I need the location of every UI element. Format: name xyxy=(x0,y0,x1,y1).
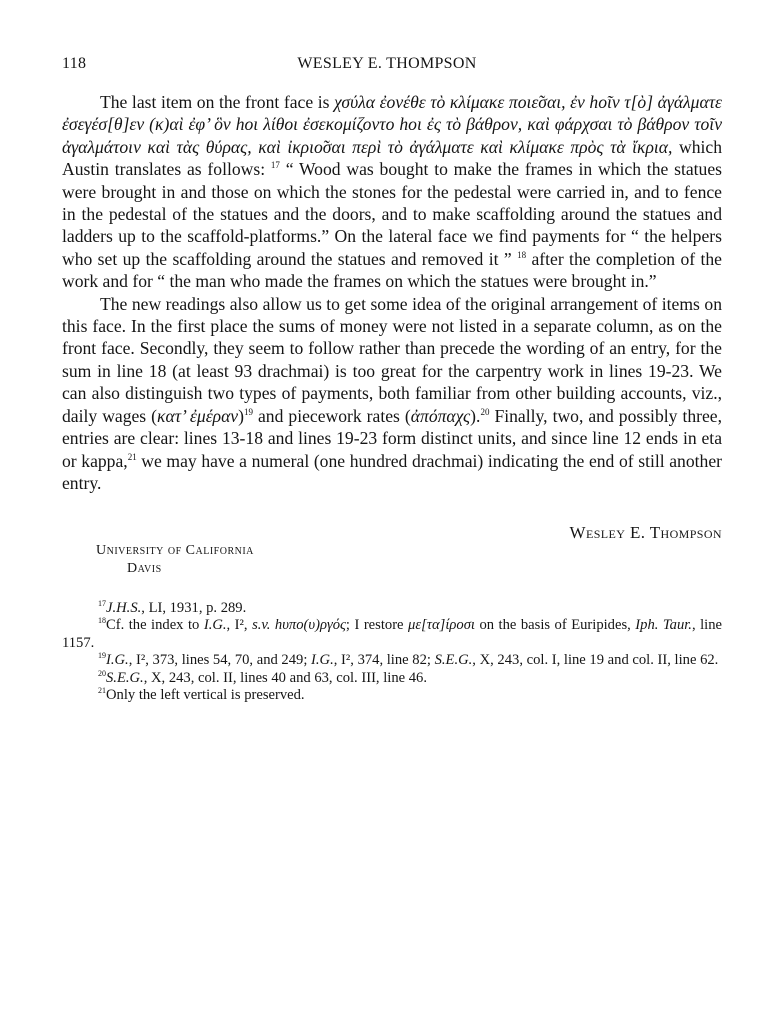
corpus-abbrev: S.E.G. xyxy=(434,652,473,669)
footnote-ref-19: 19 xyxy=(243,406,253,417)
footnote-number: 20 xyxy=(98,668,106,678)
footnote-18 xyxy=(62,617,722,652)
footnote-ref-18: 18 xyxy=(517,249,527,260)
footnote-19 xyxy=(62,652,722,669)
greek-piecework: ἀπόπαχς xyxy=(410,405,471,426)
corpus-abbrev: I.G. xyxy=(106,652,129,669)
footnote-text: , I², 374, line 82; xyxy=(333,652,435,669)
p1-text-1: The last item on the front face is xyxy=(100,92,335,112)
footnote-ref-17: 17 xyxy=(270,160,280,171)
author-signature: Wesley E. Thompson xyxy=(569,523,722,542)
corpus-abbrev: I.G. xyxy=(203,617,227,634)
footnote-ref-21: 21 xyxy=(127,451,137,462)
journal-abbrev: J.H.S. xyxy=(106,600,142,616)
corpus-abbrev: I.G. xyxy=(311,652,334,669)
footnote-text: Only the left vertical is preserved. xyxy=(106,687,305,704)
p2-text-2: ) xyxy=(238,405,244,426)
footnote-text: Cf. the index to xyxy=(106,617,204,634)
p2-text-3: and piecework rates ( xyxy=(252,405,411,426)
running-head: WESLEY E. THOMPSON xyxy=(297,55,477,72)
corpus-abbrev: S.E.G. xyxy=(106,669,144,686)
footnote-text: , X, 243, col. II, lines 40 and 63, col. III, line 46. xyxy=(143,669,428,686)
paragraph-1 xyxy=(62,91,722,293)
footnote-number: 19 xyxy=(98,651,106,661)
page-number: 118 xyxy=(62,55,87,72)
p1-text-4: after the completion of the work and for “ the man who made the frames on which the statues were brought in.” xyxy=(62,248,722,292)
footnote-text: , I², 373, lines 54, 70, and 249; xyxy=(128,652,312,669)
paragraph-2 xyxy=(62,293,722,495)
p2-text-4: ). xyxy=(470,405,481,426)
footnote-21 xyxy=(62,687,722,704)
footnote-number: 21 xyxy=(98,686,106,696)
footnote-text: ; I restore xyxy=(345,617,409,634)
greek-daily-wages: κατ’ ἐμέραν xyxy=(157,405,239,426)
p2-text-6: we may have a numeral (one hundred drachmai) indicating the end of still another entry. xyxy=(62,450,723,493)
article-body xyxy=(62,91,722,494)
greek-quotation: χσύλα ἐονέθε τὸ κλίμακε ποιε̃σαι, ἐν hοῖν τ[ὸ] ἀγάλματε ἐσεγέσ[θ]εν (κ)αὶ ἐφ’ ὃν hοι λίθοι ἐσεκομίζοντο hοι ἐς τὸ βάθρον, καὶ φάρχσαι τὸ βάθρον τοῖν ἀγαλμάτοιν καὶ τὰς θύρας, καὶ ἰκριο̃σαι περὶ τὸ ἀγάλματε καὶ κλίμακε πρὸς τὰ ἴκρια, xyxy=(62,92,722,157)
footnotes xyxy=(62,600,722,704)
affiliation-city: Davis xyxy=(127,561,162,576)
footnote-text: , I², xyxy=(226,617,253,634)
p1-text-2: which Austin translates as follows: xyxy=(62,136,722,180)
footnote-text: , X, 243, col. I, line 19 and col. II, line 62. xyxy=(472,652,719,669)
footnote-number: 17 xyxy=(98,599,106,608)
p2-text-5: Finally, two, and possibly three, entries are clear: lines 13-18 and lines 19-23 form distinct units, and since line 12 ends in eta or kappa, xyxy=(62,405,722,471)
footnote-text: on the basis of Euripides, xyxy=(474,617,636,634)
greek-restoration: με[τα]ίροσι xyxy=(408,617,475,634)
page-header xyxy=(62,55,712,79)
footnote-number: 18 xyxy=(98,616,106,626)
footnote-text: , LI, 1931, p. 289. xyxy=(141,600,247,616)
footnote-ref-20: 20 xyxy=(480,406,490,417)
affiliation-institution: University of California xyxy=(96,543,254,558)
footnote-17 xyxy=(62,600,722,617)
footnote-text: , line 1157. xyxy=(62,617,722,651)
author-affiliation xyxy=(96,542,254,578)
sv-reference: s.v. hυπο(υ)ργός xyxy=(252,617,346,634)
p1-text-3: “ Wood was bought to make the frames in which the statues were brought in and those on which the stones for the pedestal were carried in, and to fence in the pedestal of the statues and the doors, and to make scaffolding around the statues and ladders up to the scaffold-platforms.” On the lateral face we find payments for “ the helpers who set up the scaffolding around the statues and removed it ” xyxy=(62,159,722,269)
work-title: Iph. Taur. xyxy=(635,617,692,634)
footnote-20 xyxy=(62,670,722,687)
p2-text-1: The new readings also allow us to get some idea of the original arrangement of items on this face. In the first place the sums of money were not listed in a separate column, as on the front face. Secondly, they seem to follow rather than precede the wording of an entry, for the sum in line 18 (at least 93 drachmai) is too great for the carpentry work in lines 19-23. We can also distinguish two types of payments, both familiar from other building accounts, viz., daily wages ( xyxy=(62,293,722,426)
